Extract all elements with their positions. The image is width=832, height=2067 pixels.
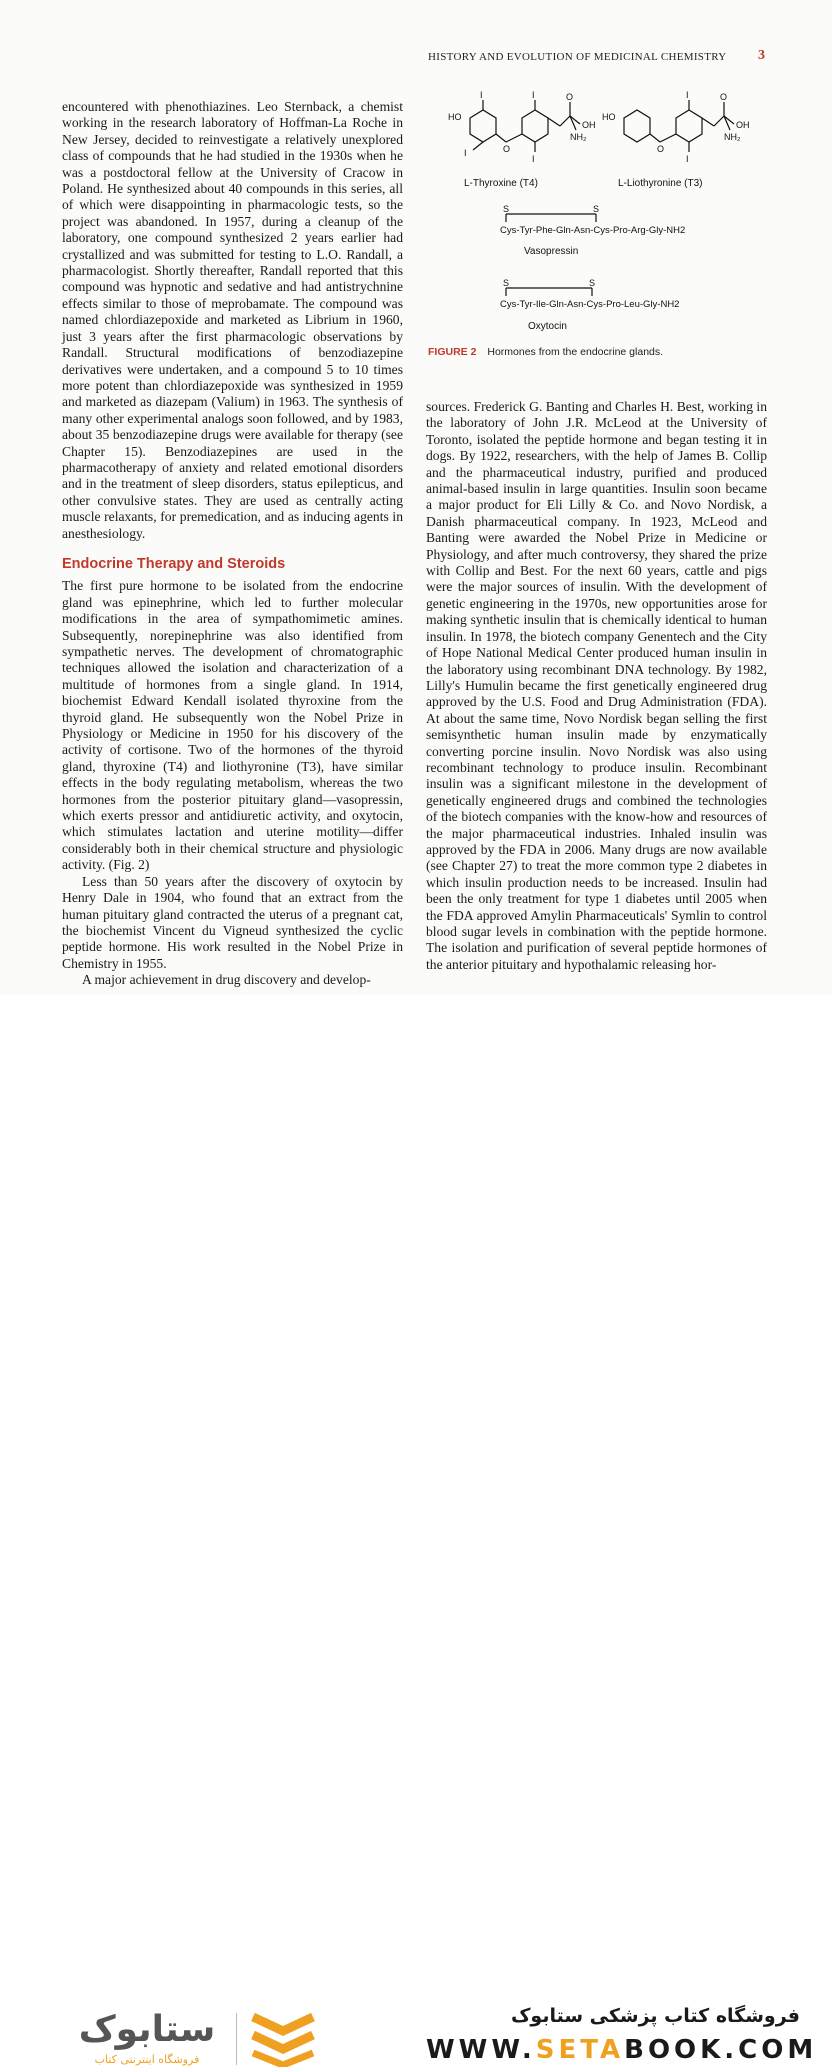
label-liothyronine: L-Liothyronine (T3) <box>618 178 703 189</box>
store-banner <box>0 995 832 2066</box>
running-header: HISTORY AND EVOLUTION OF MEDICINAL CHEMISTRY <box>428 51 727 63</box>
svg-text:S: S <box>503 204 510 214</box>
label-thyroxine: L-Thyroxine (T4) <box>464 178 538 189</box>
paragraph-oxytocin: Less than 50 years after the discovery of oxytocin by Henry Dale in 1904, who found that an extract from the human pituitary gland contracted the uterus of a pregnant cat, the biochemist Vincent du Vigneud synthesized the cyclic peptide hormone. His work resulted in the Nobel Prize in Chemistry in 1955. <box>62 873 403 971</box>
store-logo-subtitle: فروشگاه اینترنتی کتاب <box>94 2053 200 2066</box>
store-url <box>426 2035 818 2065</box>
divider <box>236 2013 237 2065</box>
paragraph-insulin: sources. Frederick G. Banting and Charles H. Best, working in the laboratory of John J.R. McLeod at the University of Toronto, isolated the peptide hormone and began testing it in dogs. By 1922, researchers, with the help of James B. Collip and the pharmaceutical industry, purified and produced animal-based insulin in large quantities. Insulin soon became a major product for Eli Lilly & Co. and Novo Nordisk, a Danish pharmaceutical company. In 1923, McLeod and Banting were awarded the Nobel Prize in Medicine or Physiology, and after much controversy, they shared the prize with Collip and Best. For the next 60 years, cattle and pigs were the major sources of insulin. With the development of genetic engineering in the 1970s, new opportunities arose for making synthetic insulin that is chemically identical to human insulin. In 1978, the biotech company Genentech and the City of Hope National Medical Center produced human insulin in the laboratory using recombinant DNA technology. By 1982, Lilly's Humulin became the first genetically engineered drug approved by the U.S. Food and Drug Administration (FDA). At about the same time, Novo Nordisk began selling the first semisynthetic human insulin made by enzymatically converting porcine insulin. Novo Nordisk was also using recombinant technology to produce insulin. Recombinant insulin was a significant milestone in the development of genetically engineered drugs and combined the technologies of the biotech companies with the know-how and resources of the major pharmaceutical industries. Inhaled insulin was approved by the FDA in 2006. Many drugs are now available (see Chapter 27) to treat the more common type 2 diabetes in which insulin production needs to be increased. Insulin had been the only treatment for type 1 diabetes until 2005 when the FDA approved Amylin Pharmaceuticals' Symlin to control blood sugar levels in combination with the peptide hormone. The isolation and purification of several peptide hormones of the anterior pituitary and hypothalamic releasing hor- <box>426 399 767 972</box>
svg-text:HO: HO <box>602 112 616 122</box>
svg-text:S: S <box>589 278 596 288</box>
url-brand-1: SETA <box>535 2035 625 2065</box>
svg-text:NH₂: NH₂ <box>724 132 741 142</box>
url-suffix: .COM <box>724 2035 818 2065</box>
vasopressin-sequence: Cys-Tyr-Phe-Gln-Asn-Cys-Pro-Arg-Gly-NH2 <box>500 225 686 236</box>
paragraph-cutoff: A major achievement in drug discovery and develop- <box>82 972 371 988</box>
svg-text:OH: OH <box>736 120 750 130</box>
store-name: فروشگاه کتاب پزشکی ستابوک <box>510 2005 800 2027</box>
book-page <box>0 0 832 995</box>
svg-text:O: O <box>657 144 665 154</box>
paragraph-hormones: The first pure hormone to be isolated from the endocrine gland was epinephrine, which led to further molecular modifications in the area of sympathomimetic amines. Subsequently, norepinephrine was also identified from sympathetic nerves. The development of chromatographic techniques allowed the isolation and characterization of a multitude of hormones from a single gland. In 1914, biochemist Edward Kendall isolated thyroxine from the thyroid gland. He subsequently won the Nobel Prize in Physiology or Medicine in 1950 for his discovery of the activity of cortisone. Two of the hormones of the thyroid gland, thyroxine (T4) and liothyronine (T3), have similar effects in the body regulating metabolism, whereas the two hormones from the posterior pituitary gland—vasopressin, which exerts pressor and antidiuretic activity, and oxytocin, which stimulates lactation and uterine motility—differ considerably both in their chemical structure and physiologic activity. (Fig. 2) <box>62 578 403 873</box>
left-column <box>62 99 403 989</box>
svg-text:I: I <box>480 90 483 100</box>
svg-text:NH₂: NH₂ <box>570 132 587 142</box>
svg-text:I: I <box>686 90 689 100</box>
paragraph-benzodiazepines: encountered with phenothiazines. Leo Sternback, a chemist working in the research laboratory of Hoffman-La Roche in New Jersey, decided to reinvestigate a relatively unexplored class of compounds that he had studied in the 1930s when he was a postdoctoral fellow at the University of Cracow in Poland. He synthesized about 40 compounds in this series, all of which were disappointing in pharmacologic tests, so the project was abandoned. In 1957, during a cleanup of the laboratory, one compound synthesized 2 years earlier had crystallized and was submitted for testing to L.O. Randall, a pharmacologist. Shortly thereafter, Randall reported that this compound was hypnotic and sedative and had antistrychnine effects similar to those of meprobamate. The compound was named chlordiazepoxide and marketed as Librium in 1960, just 3 years after the first pharmacologic observations by Randall. Structural modifications of benzodiazepine derivatives were undertaken, and a compound 5 to 10 times more potent than chlordiazepoxide was synthesized in 1959 and marketed as diazepam (Valium) in 1963. The synthesis of many other experimental analogs soon followed, and by 1983, about 35 benzodiazepine drugs were available for therapy (see Chapter 15). Benzodiazepines are used in the pharmacotherapy of anxiety and related emotional disorders and in the treatment of sleep disorders, status epilepticus, and other convulsive states. They are used as centrally acting muscle relaxants, for premedication, and as inducing agents in anesthesiology. <box>62 99 403 541</box>
svg-text:S: S <box>503 278 510 288</box>
page-number: 3 <box>758 48 765 63</box>
svg-text:I: I <box>686 154 689 164</box>
svg-text:I: I <box>532 154 535 164</box>
svg-text:O: O <box>566 92 574 102</box>
url-brand-2: BOOK <box>624 2035 725 2065</box>
svg-text:I: I <box>464 148 467 158</box>
oxytocin-sequence: Cys-Tyr-Ile-Gln-Asn-Cys-Pro-Leu-Gly-NH2 <box>500 299 680 310</box>
svg-text:O: O <box>503 144 511 154</box>
section-heading: Endocrine Therapy and Steroids <box>62 555 286 572</box>
svg-text:OH: OH <box>582 120 596 130</box>
chevron-logo-icon <box>248 2007 318 2067</box>
svg-text:I: I <box>532 90 535 100</box>
right-column <box>426 399 767 973</box>
svg-text:HO: HO <box>448 112 462 122</box>
figure-number: FIGURE 2 <box>428 346 477 358</box>
svg-text:O: O <box>720 92 728 102</box>
url-prefix: WWW. <box>426 2035 536 2065</box>
store-logo: ستابوک <box>78 2009 216 2050</box>
svg-text:S: S <box>593 204 600 214</box>
figure-caption-text: Hormones from the endocrine glands. <box>487 346 664 358</box>
vasopressin-label: Vasopressin <box>524 246 579 257</box>
figure-caption <box>428 346 663 358</box>
hormone-figure <box>428 88 788 378</box>
oxytocin-label: Oxytocin <box>528 321 567 332</box>
